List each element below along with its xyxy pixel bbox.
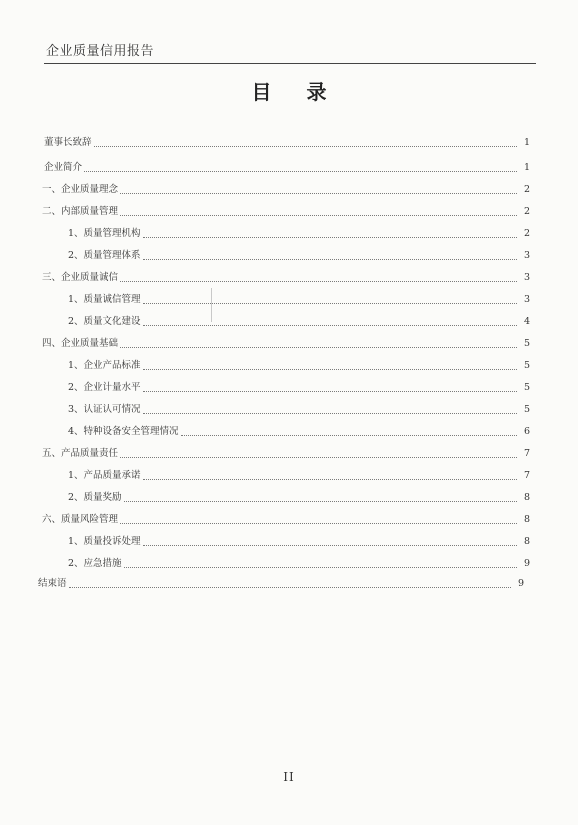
toc-leader-dots [181,434,517,436]
toc-leader-dots [84,170,517,172]
toc-leader-dots [120,192,517,194]
toc-entry-label: 1、质量管理机构 [68,228,141,239]
toc-entry-page: 1 [523,162,530,173]
toc-entry-page: 5 [523,382,530,393]
toc-entry-page: 7 [523,448,530,459]
toc-entry-label: 企业简介 [44,162,83,173]
toc-entry-page: 8 [523,492,530,503]
toc-leader-dots [143,236,517,238]
toc-leader-dots [143,478,517,480]
toc-entry[interactable] [68,557,530,571]
toc-entry[interactable] [42,205,530,219]
toc-entry[interactable] [68,293,530,307]
toc-entry-label: 2、企业计量水平 [68,382,141,393]
toc-entry-page: 2 [523,228,530,239]
toc-leader-dots [120,456,517,458]
toc-leader-dots [120,522,517,524]
toc-entry[interactable] [42,447,530,461]
toc-entry[interactable] [42,337,530,351]
toc-entry-page: 7 [523,470,530,481]
toc-entry-page: 9 [517,578,524,589]
header-rule [44,63,536,64]
toc-entry-label: 结束语 [38,578,67,589]
toc-entry-page: 6 [523,426,530,437]
toc-entry-label: 3、认证认可情况 [68,404,141,415]
toc-entry-label: 2、质量文化建设 [68,316,141,327]
toc-entry-page: 4 [523,316,530,327]
toc-entry[interactable] [44,136,530,150]
toc-entry-label: 2、应急措施 [68,558,122,569]
toc-leader-dots [120,214,517,216]
toc-entry-page: 5 [523,404,530,415]
toc-leader-dots [143,368,517,370]
toc-entry[interactable] [44,161,530,175]
toc-leader-dots [143,324,517,326]
toc-entry[interactable] [68,535,530,549]
toc-leader-dots [143,302,517,304]
toc-leader-dots [124,500,517,502]
toc-leader-dots [94,145,517,147]
toc-entry-label: 四、企业质量基础 [42,338,119,349]
toc-entry[interactable] [68,425,530,439]
toc-leader-dots [143,544,517,546]
toc-entry-label: 1、企业产品标准 [68,360,141,371]
toc-leader-dots [124,566,517,568]
toc-entry-label: 1、产品质量承诺 [68,470,141,481]
toc-entry-page: 8 [523,514,530,525]
toc-entry[interactable] [42,183,530,197]
toc-entry[interactable] [68,381,530,395]
toc-entry-label: 2、质量管理体系 [68,250,141,261]
toc-entry-label: 三、企业质量诚信 [42,272,119,283]
toc-entry-label: 4、特种设备安全管理情况 [68,426,179,437]
toc-entry-page: 5 [523,338,530,349]
toc-entry-label: 1、质量投诉处理 [68,536,141,547]
toc-entry[interactable] [38,577,524,591]
running-header: 企业质量信用报告 [46,44,155,59]
page-number: II [283,770,295,784]
toc-entry-label: 一、企业质量理念 [42,184,119,195]
toc-entry-label: 2、质量奖励 [68,492,122,503]
toc-entry[interactable] [68,359,530,373]
toc-entry[interactable] [42,271,530,285]
toc-entry-page: 2 [523,184,530,195]
toc-entry-page: 9 [523,558,530,569]
toc-entry-label: 1、质量诚信管理 [68,294,141,305]
toc-entry[interactable] [68,227,530,241]
toc-entry-label: 五、产品质量责任 [42,448,119,459]
toc-entry[interactable] [68,403,530,417]
toc-leader-dots [120,280,517,282]
toc-entry[interactable] [68,491,530,505]
toc-entry[interactable] [68,469,530,483]
toc-entry-page: 3 [523,272,530,283]
toc-entry-page: 3 [523,250,530,261]
toc-leader-dots [143,258,517,260]
toc-leader-dots [143,412,517,414]
toc-entry-label: 六、质量风险管理 [42,514,119,525]
toc-entry-page: 3 [523,294,530,305]
toc-leader-dots [120,346,517,348]
toc-leader-dots [143,390,517,392]
toc-entry-label: 董事长致辞 [44,137,92,148]
toc-entry[interactable] [68,315,530,329]
toc-entry-page: 2 [523,206,530,217]
toc-entry[interactable] [42,513,530,527]
toc-entry-page: 5 [523,360,530,371]
page-title: 目 录 [251,80,341,104]
toc-entry-page: 1 [523,137,530,148]
toc-leader-dots [69,586,511,588]
scan-artifact-line [211,288,212,322]
toc-entry-label: 二、内部质量管理 [42,206,119,217]
toc-entry[interactable] [68,249,530,263]
toc-entry-page: 8 [523,536,530,547]
